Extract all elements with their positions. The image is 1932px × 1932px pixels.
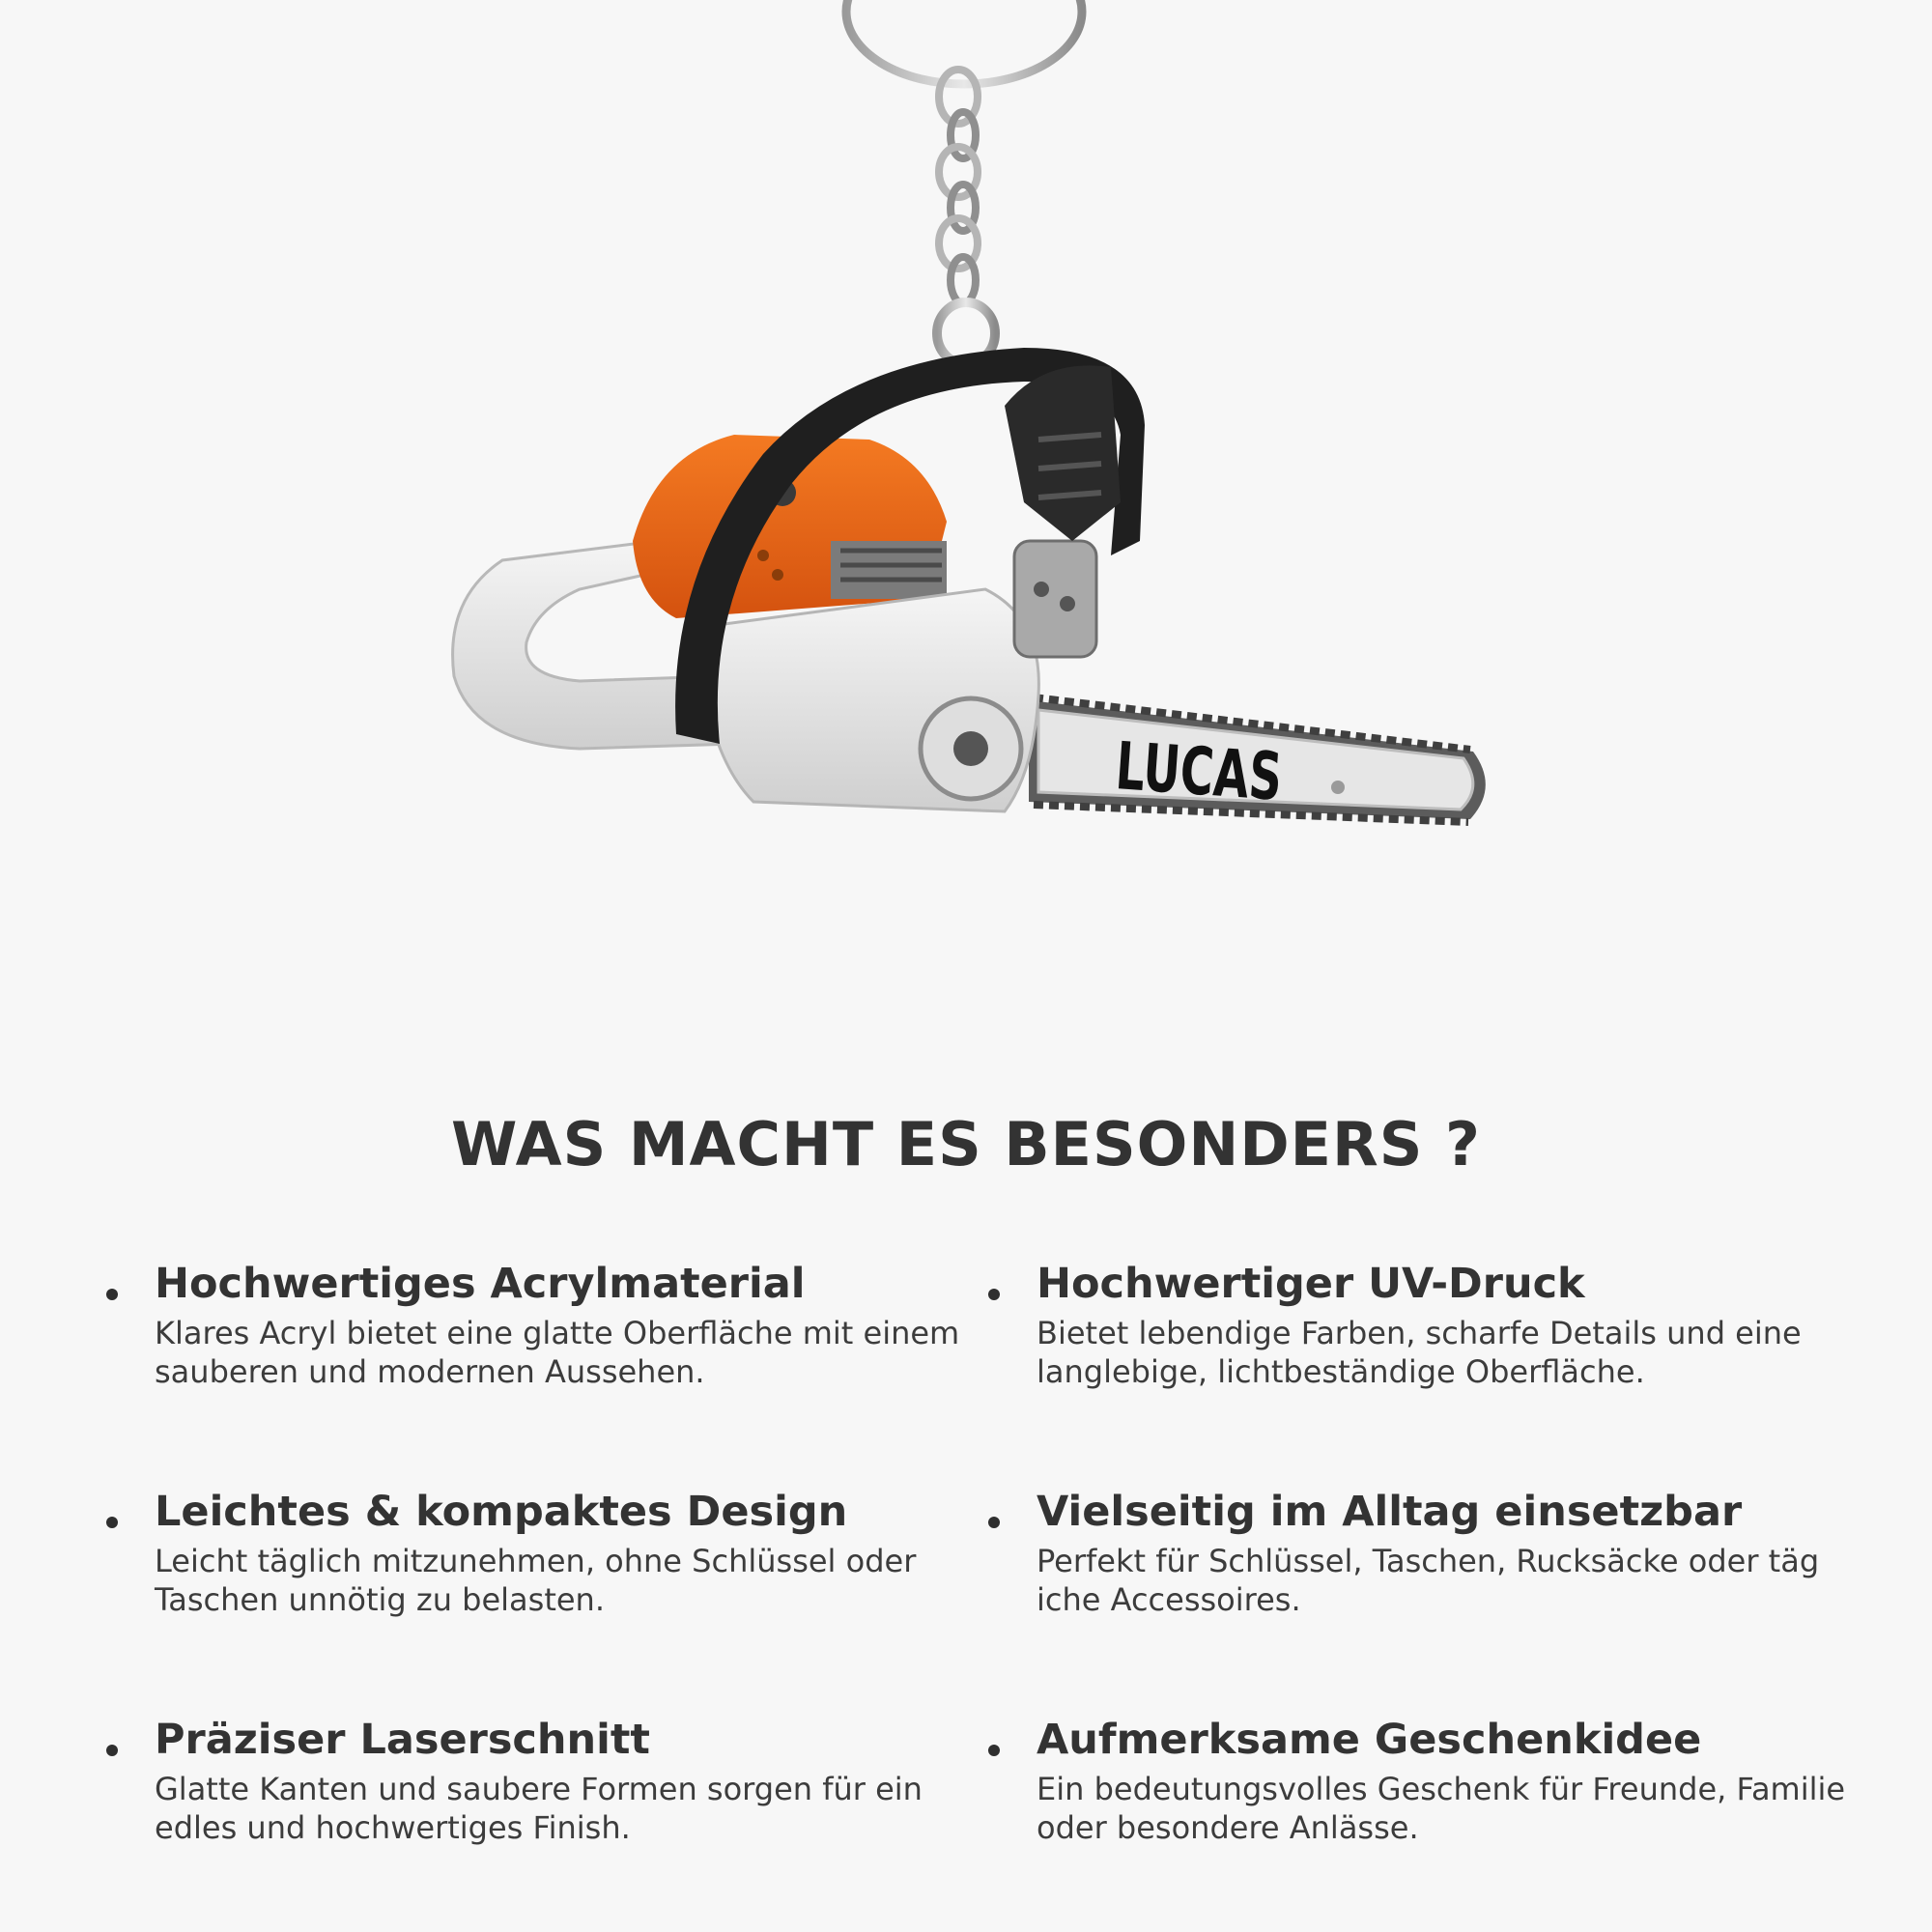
bullet-icon — [106, 1745, 118, 1756]
feature-title: Vielseitig im Alltag einsetzbar — [1037, 1488, 1743, 1536]
feature-description: Perfekt für Schlüssel, Taschen, Rucksäcke oder täg iche Accessoires. — [1037, 1543, 1820, 1618]
feature-description: Ein bedeutungsvolles Geschenk für Freunde, Familie oder besondere Anlässe. — [1037, 1771, 1846, 1846]
feature-item — [106, 1484, 988, 1619]
feature-title: Hochwertiger UV-Druck — [1037, 1260, 1585, 1308]
feature-title: Präziser Laserschnitt — [155, 1716, 650, 1764]
feature-item — [988, 1256, 1870, 1391]
feature-list — [106, 1256, 1884, 1847]
feature-item — [106, 1712, 988, 1847]
bullet-icon — [988, 1745, 1000, 1756]
bullet-icon — [988, 1289, 1000, 1300]
engraved-name: LUCAS — [1113, 728, 1358, 822]
bullet-icon — [106, 1289, 118, 1300]
feature-item — [988, 1712, 1870, 1847]
chainsaw — [453, 348, 1486, 822]
section-heading: WAS MACHT ES BESONDERS ? — [451, 1109, 1481, 1179]
feature-description: Glatte Kanten und saubere Formen sorgen für ein edles und hochwertiges Finish. — [155, 1771, 923, 1846]
bullet-icon — [106, 1517, 118, 1528]
feature-description: Bietet lebendige Farben, scharfe Details und eine langlebige, lichtbeständige Oberfläche. — [1037, 1315, 1802, 1390]
feature-description: Leicht täglich mitzunehmen, ohne Schlüssel oder Taschen unnötig zu belasten. — [155, 1543, 917, 1618]
feature-title: Hochwertiges Acrylmaterial — [155, 1260, 806, 1308]
feature-item — [988, 1484, 1870, 1619]
feature-description: Klares Acryl bietet eine glatte Oberfläche mit einem sauberen und modernen Aussehen. — [155, 1315, 960, 1390]
feature-item — [106, 1256, 988, 1391]
feature-title: Aufmerksame Geschenkidee — [1037, 1716, 1702, 1764]
keychain-links — [937, 70, 995, 364]
feature-title: Leichtes & kompaktes Design — [155, 1488, 848, 1536]
bullet-icon — [988, 1517, 1000, 1528]
